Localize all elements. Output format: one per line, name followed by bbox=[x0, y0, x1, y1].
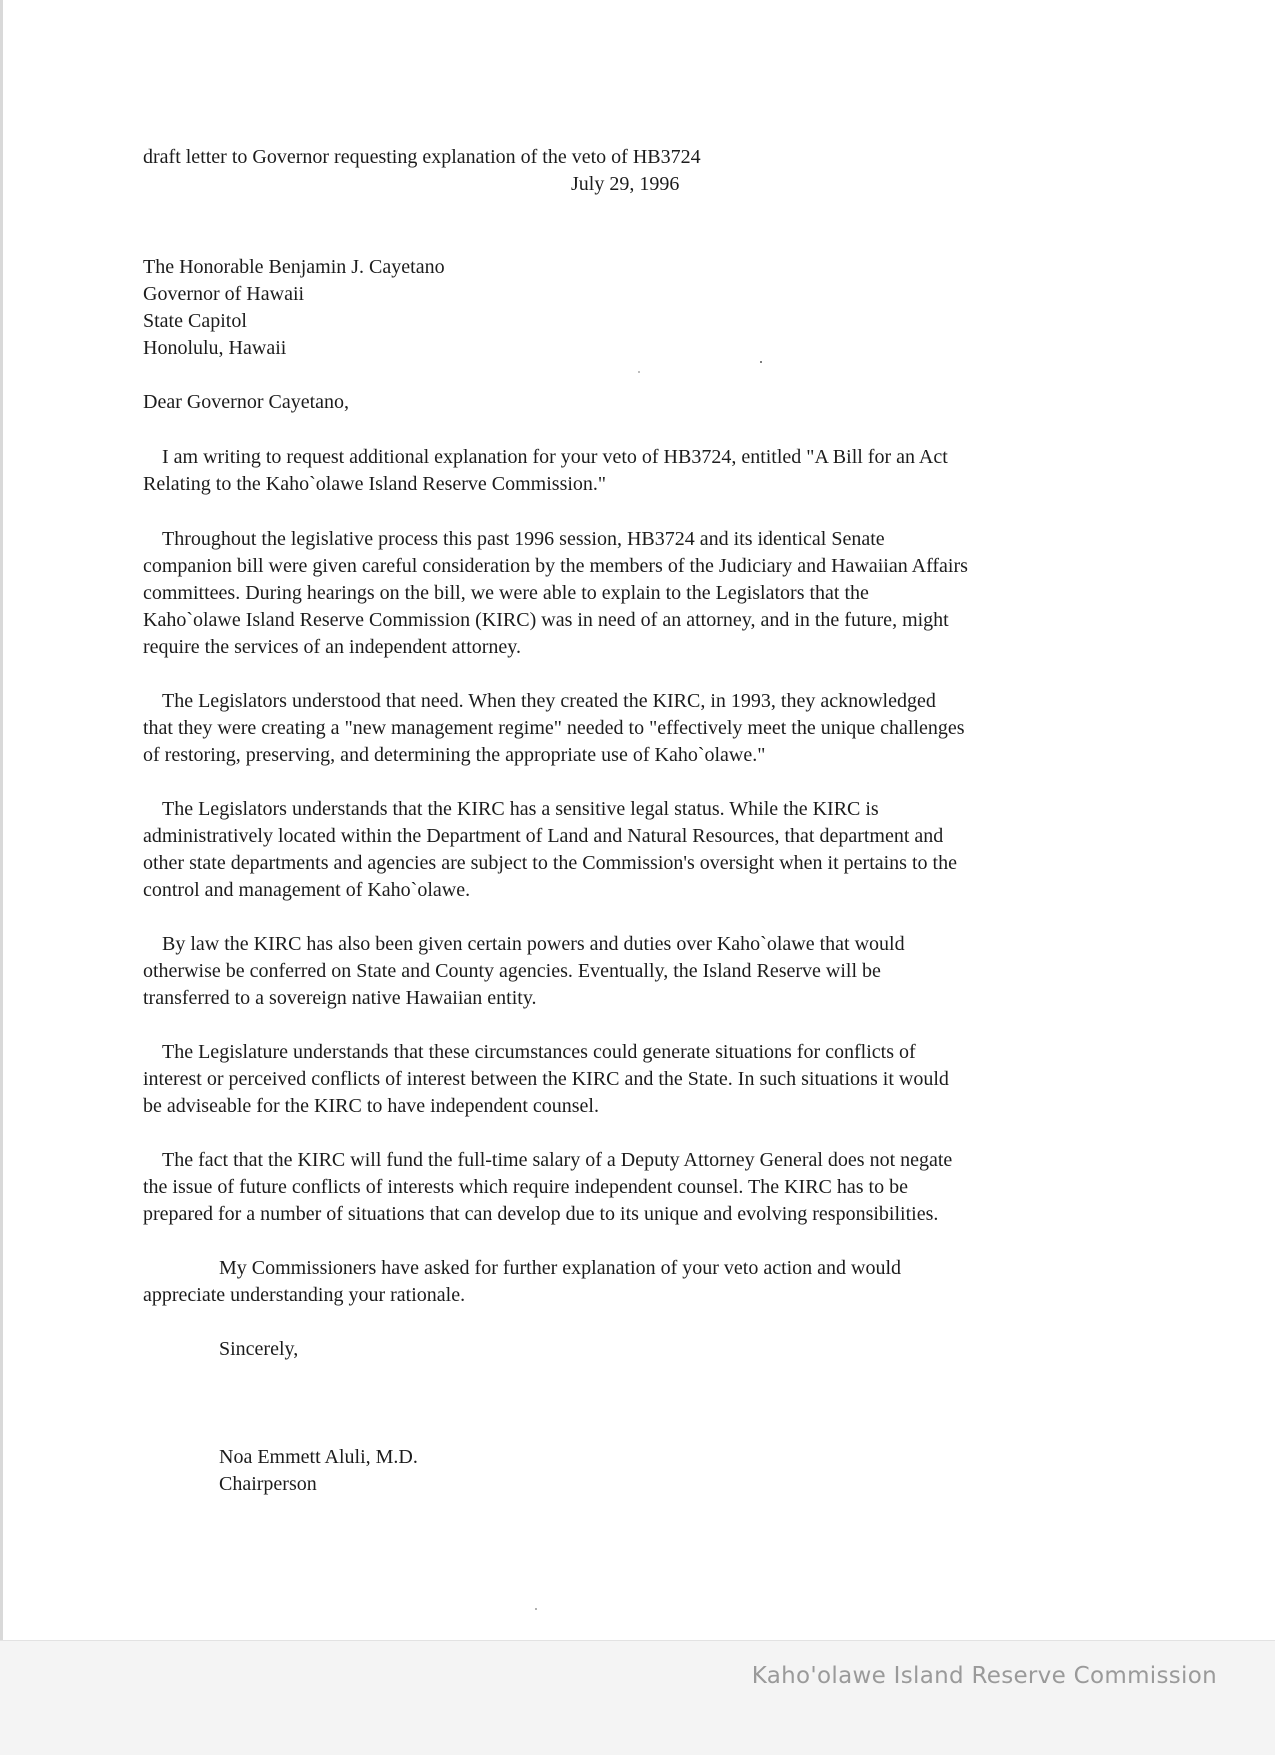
paragraph-line: of restoring, preserving, and determining the appropriate use of Kaho`olawe." bbox=[143, 744, 766, 766]
signer-title: Chairperson bbox=[219, 1473, 317, 1495]
paragraph-line: The fact that the KIRC will fund the full-time salary of a Deputy Attorney General does not negate bbox=[162, 1149, 953, 1171]
paragraph-line: I am writing to request additional explanation for your veto of HB3724, entitled "A Bill for an Act bbox=[162, 446, 948, 468]
paragraph-line: The Legislators understands that the KIRC has a sensitive legal status. While the KIRC is bbox=[162, 798, 879, 820]
source-watermark: Kaho'olawe Island Reserve Commission bbox=[751, 1663, 1217, 1689]
paragraph-4 bbox=[143, 796, 1103, 904]
paragraph-line: appreciate understanding your rationale. bbox=[143, 1284, 466, 1306]
paragraph-line: interest or perceived conflicts of interest between the KIRC and the State. In such situations it would bbox=[143, 1068, 949, 1090]
paragraph-line: Relating to the Kaho`olawe Island Reserve Commission." bbox=[143, 473, 607, 495]
letter-date: July 29, 1996 bbox=[571, 173, 680, 195]
signer-name: Noa Emmett Aluli, M.D. bbox=[219, 1446, 418, 1468]
recipient-address bbox=[143, 254, 1103, 362]
address-line: Governor of Hawaii bbox=[143, 283, 305, 305]
paragraph-line: companion bill were given careful consideration by the members of the Judiciary and Hawaiian Affairs bbox=[143, 555, 968, 577]
address-line: The Honorable Benjamin J. Cayetano bbox=[143, 256, 445, 278]
paragraph-line: prepared for a number of situations that can develop due to its unique and evolving responsibilities. bbox=[143, 1203, 939, 1225]
paragraph-line: require the services of an independent attorney. bbox=[143, 636, 521, 658]
paragraph-line: The Legislature understands that these circumstances could generate situations for conflicts of bbox=[162, 1041, 916, 1063]
paragraph-line: My Commissioners have asked for further explanation of your veto action and would bbox=[219, 1257, 902, 1279]
paragraph-line: that they were creating a "new management regime" needed to "effectively meet the unique challenges bbox=[143, 717, 965, 739]
paragraph-6 bbox=[143, 1039, 1103, 1120]
paragraph-line: By law the KIRC has also been given certain powers and duties over Kaho`olawe that would bbox=[162, 933, 905, 955]
scan-edge bbox=[0, 0, 3, 1640]
scan-speck bbox=[638, 371, 640, 373]
paragraph-line: otherwise be conferred on State and County agencies. Eventually, the Island Reserve will be bbox=[143, 960, 881, 982]
paragraph-line: transferred to a sovereign native Hawaiian entity. bbox=[143, 987, 537, 1009]
scan-speck bbox=[535, 1608, 537, 1610]
closing: Sincerely, bbox=[219, 1338, 299, 1360]
paragraph-line: Kaho`olawe Island Reserve Commission (KIRC) was in need of an attorney, and in the future, might bbox=[143, 609, 949, 631]
salutation: Dear Governor Cayetano, bbox=[143, 391, 350, 413]
paragraph-5 bbox=[143, 931, 1103, 1012]
paragraph-8 bbox=[143, 1255, 1103, 1309]
paragraph-1 bbox=[143, 444, 1103, 498]
signature-block bbox=[219, 1444, 619, 1498]
address-line: State Capitol bbox=[143, 310, 247, 332]
paragraph-line: administratively located within the Department of Land and Natural Resources, that department and bbox=[143, 825, 944, 847]
paragraph-line: control and management of Kaho`olawe. bbox=[143, 879, 471, 901]
paragraph-line: other state departments and agencies are subject to the Commission's oversight when it pertains to the bbox=[143, 852, 957, 874]
document-heading: draft letter to Governor requesting explanation of the veto of HB3724 bbox=[143, 146, 701, 168]
paragraph-line: Throughout the legislative process this past 1996 session, HB3724 and its identical Senate bbox=[162, 528, 885, 550]
address-line: Honolulu, Hawaii bbox=[143, 337, 287, 359]
paragraph-line: the issue of future conflicts of interests which require independent counsel. The KIRC has to be bbox=[143, 1176, 908, 1198]
paragraph-3 bbox=[143, 688, 1103, 769]
paragraph-line: committees. During hearings on the bill, we were able to explain to the Legislators that the bbox=[143, 582, 869, 604]
paragraph-line: be adviseable for the KIRC to have independent counsel. bbox=[143, 1095, 599, 1117]
footer-strip bbox=[0, 1640, 1275, 1755]
paragraph-7 bbox=[143, 1147, 1103, 1228]
paragraph-line: The Legislators understood that need. When they created the KIRC, in 1993, they acknowledged bbox=[162, 690, 936, 712]
paragraph-2 bbox=[143, 526, 1103, 661]
